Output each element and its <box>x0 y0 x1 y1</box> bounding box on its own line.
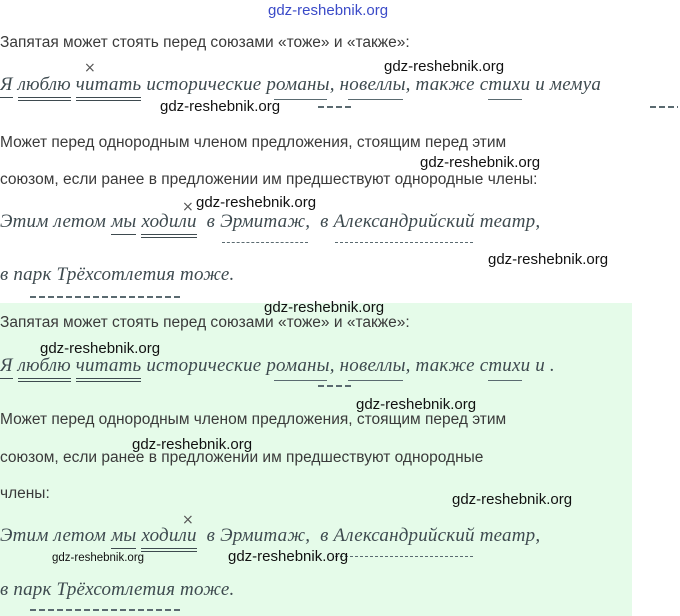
underline-mark <box>30 296 180 298</box>
example-sentence-2-line2: в парк Трёхсотлетия тоже. <box>0 579 235 600</box>
subject-word: Я <box>0 74 13 98</box>
watermark: gdz-reshebnik.org <box>420 154 541 171</box>
watermark: gdz-reshebnik.org <box>40 340 161 357</box>
word: в <box>320 525 329 546</box>
example-sentence-2-line2: в парк Трёхсотлетия тоже. <box>0 264 235 285</box>
underline-mark <box>318 385 354 387</box>
rule-homogeneous-line3: члены: <box>0 485 50 502</box>
predicate-word: читать <box>76 355 142 382</box>
word: и <box>535 355 545 376</box>
watermark: gdz-reshebnik.org <box>264 299 385 316</box>
watermark: gdz-reshebnik.org <box>452 491 573 508</box>
watermark: gdz-reshebnik.org <box>356 396 477 413</box>
word: в <box>206 211 216 232</box>
word: также <box>415 355 475 376</box>
predicate-word: читать <box>76 74 142 101</box>
cross-mark: × <box>182 199 194 215</box>
watermark: gdz-reshebnik.org <box>488 251 609 268</box>
rule-comma-before-conjunctions: Запятая может стоять перед союзами «тоже» и «также»: <box>0 34 410 51</box>
word: Эрмитаж, <box>220 525 311 546</box>
underline-mark <box>650 106 678 108</box>
word: летом <box>53 525 107 546</box>
example-sentence-2 <box>0 211 540 238</box>
example-sentence-1 <box>0 355 555 382</box>
word: театр, <box>479 211 541 232</box>
watermark-small: gdz-reshebnik.org <box>52 552 145 564</box>
homogeneous-member: романы, <box>266 74 335 95</box>
cross-mark: × <box>182 512 194 528</box>
homogeneous-member: стихи <box>479 355 531 376</box>
word: . <box>549 355 555 376</box>
predicate-word: люблю <box>18 355 71 382</box>
underline-mark <box>318 106 354 108</box>
word: Этим <box>0 211 49 232</box>
example-sentence-1 <box>0 74 601 101</box>
underline-mark <box>30 609 180 611</box>
watermark: gdz-reshebnik.org <box>132 436 253 453</box>
rule-homogeneous-line1: Может перед однородным членом предложения, стоящим перед этим <box>0 411 507 428</box>
word: также <box>415 74 475 95</box>
word: в <box>206 525 216 546</box>
subject-word: мы <box>111 525 136 549</box>
homogeneous-member: романы, <box>266 355 335 376</box>
predicate-word: ходили <box>141 525 196 552</box>
circumstance-word: Александрийский <box>333 525 475 546</box>
subject-word: мы <box>111 211 136 235</box>
circumstance-word: Александрийский <box>333 211 475 232</box>
rule-homogeneous-line1: Может перед однородным членом предложения, стоящим перед этим <box>0 134 507 151</box>
predicate-word: люблю <box>18 74 71 101</box>
word: Этим <box>0 525 49 546</box>
homogeneous-member: новеллы, <box>339 355 411 376</box>
circumstance-word: Эрмитаж, <box>220 211 311 232</box>
rule-comma-before-conjunctions: Запятая может стоять перед союзами «тоже» и «также»: <box>0 314 410 331</box>
homogeneous-member: стихи <box>479 74 531 95</box>
rule-homogeneous-line2: союзом, если ранее в предложении им предшествуют однородные члены: <box>0 171 538 188</box>
subject-word: Я <box>0 355 13 379</box>
word: исторические <box>146 74 262 95</box>
word: театр, <box>479 525 541 546</box>
watermark: gdz-reshebnik.org <box>228 548 349 565</box>
predicate-word: ходили <box>141 211 196 238</box>
watermark: gdz-reshebnik.org <box>384 58 505 75</box>
watermark-top: gdz-reshebnik.org <box>268 2 389 19</box>
watermark: gdz-reshebnik.org <box>160 98 281 115</box>
cross-mark: × <box>84 60 96 76</box>
homogeneous-member: новеллы, <box>339 74 411 95</box>
word: в <box>320 211 329 232</box>
rule-homogeneous-line2: союзом, если ранее в предложении им предшествуют однородные <box>0 449 484 466</box>
word: исторические <box>146 355 262 376</box>
watermark: gdz-reshebnik.org <box>196 194 317 211</box>
word: и <box>535 74 545 95</box>
word: мемуа <box>549 74 602 95</box>
word: летом <box>53 211 107 232</box>
